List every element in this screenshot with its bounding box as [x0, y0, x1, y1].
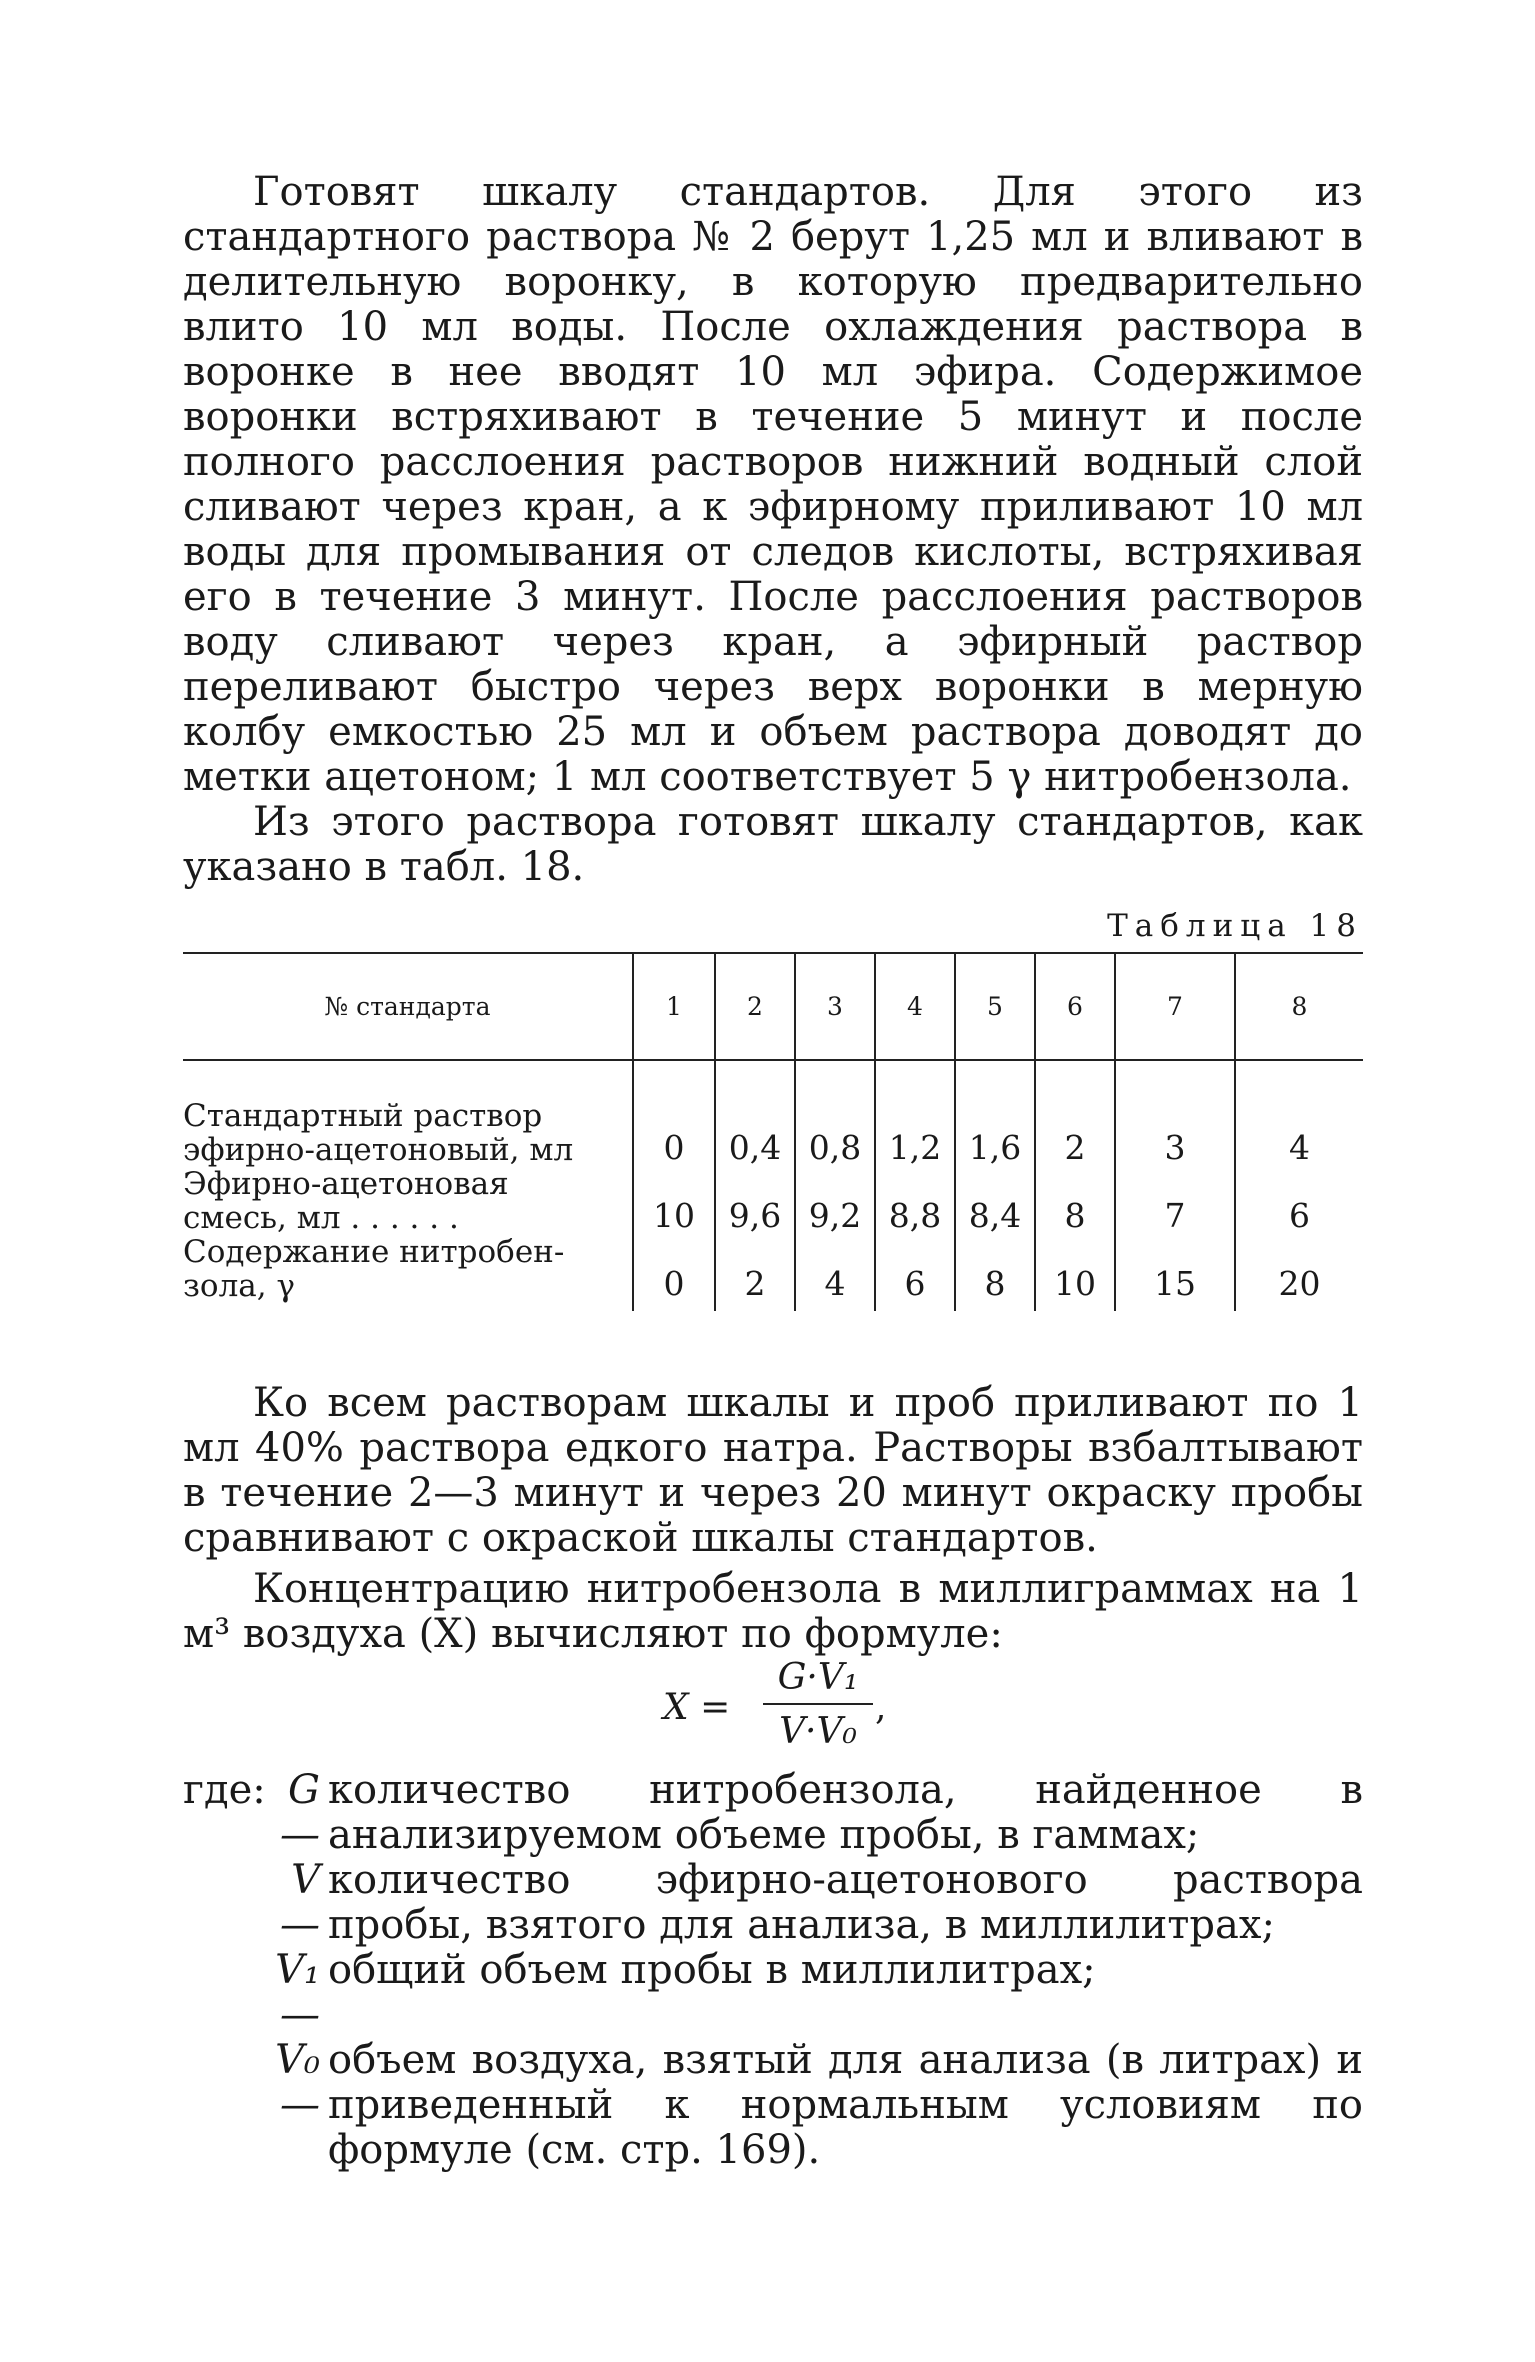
table-cell: 0	[633, 1235, 715, 1311]
formula-numerator: G·V₁	[777, 1657, 859, 1698]
row-label	[183, 1060, 633, 1167]
formula-denominator: V·V₀	[779, 1711, 857, 1752]
table-caption: Таблица 18	[1107, 908, 1363, 944]
where-symbol: V₁ —	[275, 1947, 320, 2038]
header-col: 6	[1035, 953, 1115, 1060]
formula-lhs: X =	[663, 1687, 731, 1728]
table-cell: 20	[1235, 1235, 1363, 1311]
header-label: № стандарта	[183, 953, 633, 1060]
header-col: 8	[1235, 953, 1363, 1060]
row-label-line: смесь, мл . . . . . .	[183, 1200, 459, 1236]
where-description: объем воздуха, взятый для анализа (в литрах) и приведенный к нормальным условиям по формуле (см. стр. 169).	[328, 2037, 1363, 2173]
table-cell: 8,4	[955, 1167, 1035, 1235]
table-cell: 8	[955, 1235, 1035, 1311]
paragraph-1: Готовят шкалу стандартов. Для этого из стандартного раствора № 2 берут 1,25 мл и вливают в делительную воронку, в которую предварительно влито 10 мл воды. После охлаждения раствора в воронке в нее вводят 10 мл эфира. Содержимое воронки встряхивают в течение 5 минут и после полного расслоения растворов нижний водный слой сливают через кран, а к эфирному приливают 10 мл воды для промывания от следов кислоты, встряхивая его в течение 3 минут. После расслоения растворов воду сливают через кран, а эфирный раствор переливают быстро через верх воронки в мерную колбу емкостью 25 мл и объем раствора доводят до метки ацетоном; 1 мл соответствует 5 γ нитробензола.	[183, 169, 1363, 800]
table-cell: 15	[1115, 1235, 1235, 1311]
paragraph-4: Концентрацию нитробензола в миллиграммах на 1 м³ воздуха (X) вычисляют по формуле:	[183, 1566, 1363, 1657]
paragraph-3: Ко всем растворам шкалы и проб приливают по 1 мл 40% раствора едкого натра. Растворы взбалтывают в течение 2—3 минут и через 20 минут окраску пробы сравнивают с окраской шкалы стандартов.	[183, 1380, 1363, 1561]
table-header-row	[183, 953, 1363, 1060]
row-label-line: Эфирно-ацетоновая	[183, 1166, 509, 1202]
table-cell: 1,2	[875, 1060, 955, 1167]
table-cell: 2	[1035, 1060, 1115, 1167]
table-row	[183, 1167, 1363, 1235]
table-cell: 9,6	[715, 1167, 795, 1235]
header-col: 4	[875, 953, 955, 1060]
where-description: общий объем пробы в миллилитрах;	[328, 1947, 1096, 1993]
formula-trail: ,	[875, 1687, 887, 1728]
table-cell: 8	[1035, 1167, 1115, 1235]
row-label	[183, 1167, 633, 1235]
header-col: 3	[795, 953, 875, 1060]
table-row	[183, 1235, 1363, 1311]
header-col: 5	[955, 953, 1035, 1060]
table-cell: 9,2	[795, 1167, 875, 1235]
table-cell: 0,8	[795, 1060, 875, 1167]
where-description: количество эфирно-ацетонового раствора пробы, взятого для анализа, в миллилитрах;	[328, 1857, 1363, 1948]
table-cell: 10	[633, 1167, 715, 1235]
where-list	[183, 1768, 1363, 2173]
row-label-line: Содержание нитробен-	[183, 1234, 565, 1270]
table-cell: 8,8	[875, 1167, 955, 1235]
paragraph-2: Из этого раствора готовят шкалу стандартов, как указано в табл. 18.	[183, 799, 1363, 890]
table-cell: 4	[795, 1235, 875, 1311]
where-symbol: V₀ —	[275, 2037, 320, 2128]
table-cell: 4	[1235, 1060, 1363, 1167]
standards-table	[183, 952, 1363, 1311]
table-cell: 0	[633, 1060, 715, 1167]
formula	[183, 1657, 1363, 1768]
where-description: количество нитробензола, найденное в анализируемом объеме пробы, в гаммах;	[328, 1767, 1363, 1858]
table-cell: 7	[1115, 1167, 1235, 1235]
where-symbol: G —	[280, 1767, 320, 1858]
row-label	[183, 1235, 633, 1311]
table-cell: 1,6	[955, 1060, 1035, 1167]
formula-fraction-bar	[763, 1703, 873, 1705]
table-cell: 6	[875, 1235, 955, 1311]
where-intro: где:	[183, 1767, 266, 1813]
header-col: 2	[715, 953, 795, 1060]
table-cell: 0,4	[715, 1060, 795, 1167]
header-col: 1	[633, 953, 715, 1060]
row-label-line: зола, γ	[183, 1268, 295, 1304]
where-symbol: V —	[280, 1857, 320, 1948]
row-label-line: Стандартный раствор	[183, 1098, 543, 1134]
table-cell: 10	[1035, 1235, 1115, 1311]
table-row	[183, 1060, 1363, 1167]
table-cell: 2	[715, 1235, 795, 1311]
row-label-line: эфирно-ацетоновый, мл	[183, 1132, 574, 1168]
table-cell: 3	[1115, 1060, 1235, 1167]
page-content	[183, 170, 1363, 2173]
header-col: 7	[1115, 953, 1235, 1060]
table-cell: 6	[1235, 1167, 1363, 1235]
